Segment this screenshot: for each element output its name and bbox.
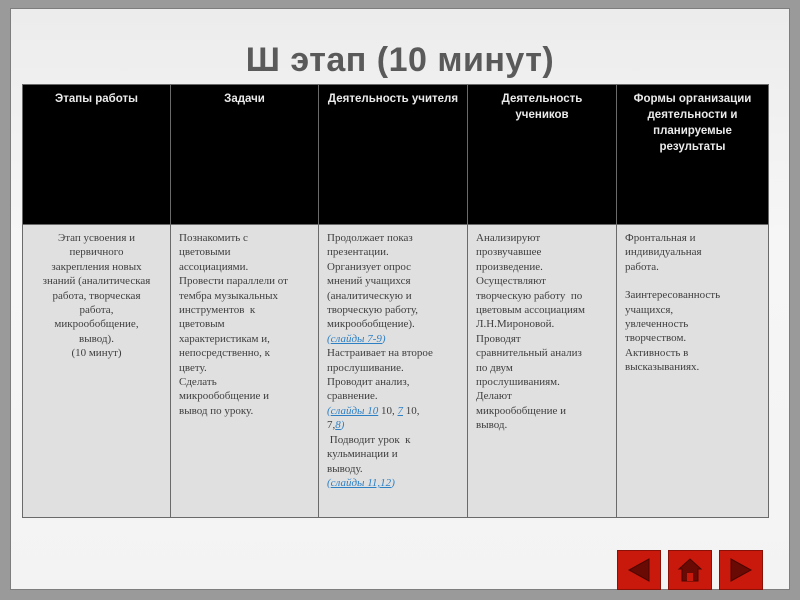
lesson-stage-table: [22, 84, 769, 518]
text-line: творческую работу по: [476, 289, 583, 302]
text-line: цветовыми: [179, 246, 231, 259]
cell-tasks: [171, 225, 319, 518]
header-stages: Этапы работы: [23, 85, 171, 225]
back-button[interactable]: [617, 550, 661, 590]
text-line: увлеченность: [625, 318, 689, 331]
slides-ref-line: [327, 404, 461, 418]
text-line: сравнительный анализ: [476, 347, 582, 360]
text-line: сравнение.: [327, 390, 378, 403]
home-button[interactable]: [668, 550, 712, 590]
slides-ref-line: [327, 332, 461, 346]
text-line: прослушиваниям.: [476, 376, 560, 389]
text-line: выводу.: [327, 462, 363, 475]
text-line: Заинтересованность: [625, 289, 721, 302]
text-line: вывод.: [476, 419, 508, 432]
text-line: знаний (аналитическая: [42, 275, 151, 288]
text-line: вывод по уроку.: [179, 404, 254, 417]
text-line: Проводит анализ,: [327, 376, 410, 389]
cell-student-activity: [468, 225, 617, 518]
text-line: цветовым ассоциациям: [476, 304, 585, 317]
text-line: (10 минут): [71, 347, 122, 360]
text-fragment: 10,: [378, 404, 398, 417]
text-line: работа.: [625, 260, 659, 273]
text-line: Делают: [476, 390, 512, 403]
text-line: ассоциациями.: [179, 260, 249, 273]
text-line: закрепления новых: [51, 260, 142, 273]
paren: (: [327, 332, 331, 345]
text-line: микрообобщение и: [179, 390, 270, 403]
triangle-right-icon: [727, 556, 755, 584]
text-line: произведение.: [476, 260, 543, 273]
text-line: тембра музыкальных: [179, 289, 279, 302]
text-line: Подводит урок к: [327, 433, 411, 446]
text-line: цветовым: [179, 318, 225, 331]
paren: ): [340, 419, 345, 432]
forward-button[interactable]: [719, 550, 763, 590]
text-line: кульминации и: [327, 448, 398, 461]
text-line: непосредственно, к: [179, 347, 270, 360]
text-line: микрообобщение,: [54, 318, 139, 331]
header-forms-results: Формы организации деятельности и планируемые результаты: [617, 85, 769, 225]
header-teacher-activity: Деятельность учителя: [319, 85, 468, 225]
slides-11-12-link[interactable]: слайды 11,12: [330, 476, 392, 489]
text-line: учащихся,: [625, 303, 674, 316]
text-line: высказываниях.: [625, 361, 700, 374]
text-line: инструментов к: [179, 304, 256, 317]
text-line: презентации.: [327, 246, 389, 259]
text-line: мнений учащихся: [327, 275, 411, 288]
text-line: первичного: [69, 246, 124, 259]
text-line: Продолжает показ: [327, 232, 413, 244]
text-line: характеристикам и,: [179, 332, 270, 345]
text-line: микрообобщение и: [476, 404, 567, 417]
text-line: Этап усвоения и: [57, 232, 136, 244]
text-line: (аналитическую и: [327, 289, 412, 302]
triangle-left-icon: [625, 556, 653, 584]
text-line: микрообобщение).: [327, 318, 415, 331]
slides-ref-line: [327, 418, 461, 432]
text-line: Сделать: [179, 376, 217, 389]
home-icon: [676, 556, 704, 584]
text-line: цвету.: [179, 361, 207, 374]
text-line: Познакомить с: [179, 232, 248, 244]
paren: ): [381, 332, 386, 345]
text-line: прослушивание.: [327, 361, 404, 374]
text-line: Осуществляют: [476, 275, 546, 288]
slides-10-link[interactable]: слайды 10: [330, 404, 379, 417]
cell-stage: [23, 225, 171, 518]
header-tasks: Задачи: [171, 85, 319, 225]
text-line: по двум: [476, 361, 513, 374]
cell-forms-results: [617, 225, 769, 518]
text-line: прозвучавшее: [476, 246, 542, 259]
paren: (: [327, 404, 331, 417]
paren: ): [391, 476, 395, 489]
text-fragment: 10,: [403, 404, 420, 417]
slide-title: Ш этап (10 минут): [245, 41, 555, 79]
text-line: творчеством.: [625, 332, 687, 345]
text-line: работа,: [79, 304, 114, 317]
spacer: [625, 274, 762, 288]
table-header-row: [23, 85, 769, 225]
text-line: Л.Н.Мироновой.: [476, 318, 555, 331]
slide-7-link[interactable]: 7: [397, 404, 403, 417]
text-line: творческую работу,: [327, 304, 419, 317]
text-line: Анализируют: [476, 232, 541, 244]
text-line: работа, творческая: [52, 289, 141, 302]
table-row: [23, 225, 769, 518]
paren: (: [327, 476, 331, 489]
text-line: индивидуальная: [625, 246, 702, 259]
text-line: Активность в: [625, 346, 689, 359]
text-line: вывод).: [79, 332, 114, 345]
text-line: Провести параллели от: [179, 275, 288, 288]
slides-ref-line: [327, 476, 461, 490]
cell-teacher-activity: [319, 225, 468, 518]
text-line: Фронтальная и: [625, 232, 696, 244]
text-fragment: 7,: [327, 419, 336, 432]
header-student-activity: Деятельность учеников: [468, 85, 617, 225]
text-line: Проводят: [476, 332, 521, 345]
text-line: Настраивает на второе: [327, 347, 433, 360]
slide-8-link[interactable]: 8: [335, 419, 341, 432]
slides-7-9-link[interactable]: слайды 7-9: [330, 332, 382, 345]
text-line: Организует опрос: [327, 260, 412, 273]
